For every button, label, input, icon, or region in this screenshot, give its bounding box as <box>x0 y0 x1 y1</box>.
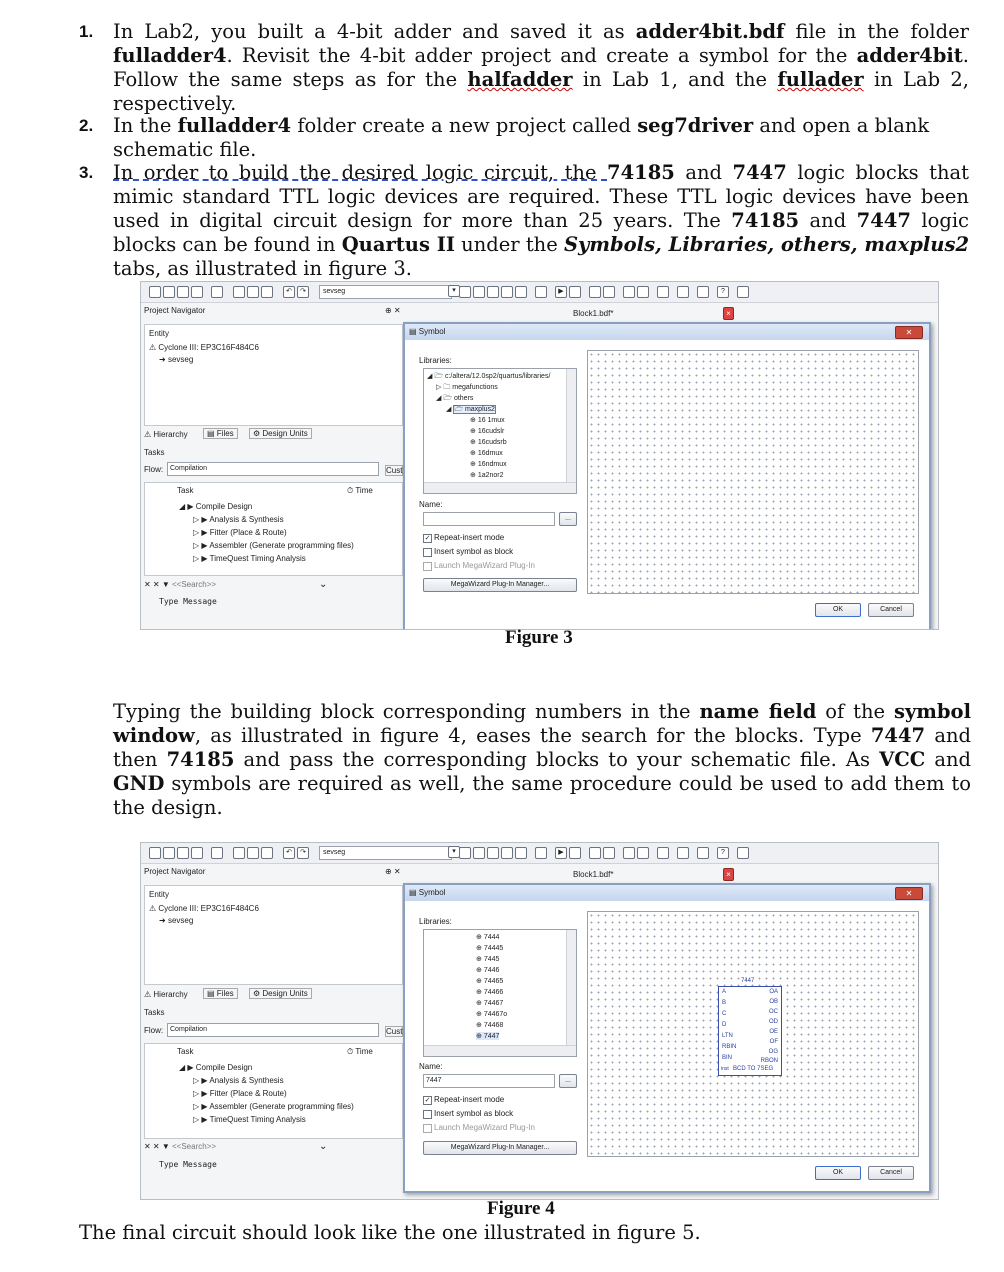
cut-icon <box>233 286 245 298</box>
task-analysis[interactable]: ▷ ▶ Analysis & Synthesis <box>193 515 284 524</box>
tree-label: 16 1mux <box>477 417 505 424</box>
tree-label: 1a2nor2 <box>477 472 504 479</box>
device-label: Cyclone III: EP3C16F484C6 <box>158 904 259 913</box>
text-run: . Revisit the 4-bit adder project and create a symbol for the <box>226 44 857 67</box>
task-label: Assembler (Generate programming files) <box>209 541 354 550</box>
start-icon: ▶ <box>555 847 567 859</box>
tool-icon <box>697 286 709 298</box>
tab-close-icon[interactable]: × <box>723 307 734 320</box>
task-assembler[interactable]: ▷ ▶ Assembler (Generate programming files) <box>193 541 354 550</box>
pin-label: LTN <box>722 1033 733 1039</box>
text-run: . Follow the same steps as for the <box>113 44 969 91</box>
new-icon <box>149 847 161 859</box>
task-label: Assembler (Generate programming files) <box>209 1102 354 1111</box>
tool-icon <box>623 847 635 859</box>
symbol-name: adder4bit <box>856 44 963 67</box>
figure-3-caption: Figure 3 <box>505 627 573 648</box>
pin-label: OE <box>769 1029 778 1035</box>
text-run: and <box>925 748 971 771</box>
tool-icon <box>637 847 649 859</box>
tool-icon <box>515 847 527 859</box>
tree-node-megafunctions[interactable]: ▷ 🗀 megafunctions <box>436 384 498 391</box>
list-label: 74467o <box>483 1011 508 1018</box>
text-run: Typing the building block corresponding numbers in the <box>113 700 700 723</box>
dropdown-icon: ▾ <box>448 285 460 297</box>
device-label: Cyclone III: EP3C16F484C6 <box>158 343 259 352</box>
text-run: and <box>799 209 857 232</box>
megawizard-manager-button[interactable]: MegaWizard Plug-In Manager... <box>423 1141 577 1155</box>
pin-label: D <box>722 1022 727 1028</box>
text-run: logic blocks can be found in <box>113 209 969 256</box>
tool-icon <box>677 286 689 298</box>
menu-path: Symbols, Libraries, others, maxplus2 <box>563 233 970 256</box>
chip-7447: 7447 <box>870 724 926 747</box>
insert-block-label: Insert symbol as block <box>434 1109 514 1118</box>
chip-74185: 74185 <box>607 161 675 184</box>
figure-4-screenshot <box>140 842 939 1200</box>
text-run: and open a blank schematic file. <box>113 114 930 161</box>
list-item[interactable]: ⊕ 74467 <box>476 1000 504 1007</box>
pin-label: OD <box>769 1019 778 1025</box>
list-item[interactable]: ⊕ 74467o <box>476 1011 508 1018</box>
text-run: In the <box>113 114 178 137</box>
list-item[interactable]: ⊕ 7445 <box>476 956 500 963</box>
time-column-header: ⏱ Time <box>347 486 373 495</box>
open-icon <box>163 847 175 859</box>
flow-label: Flow: <box>144 1026 164 1035</box>
top-entity-node[interactable]: ➜ sevseg <box>159 916 194 925</box>
tree-node-maxplus2[interactable]: ◢ 🗁 maxplus2 <box>446 406 495 413</box>
pin-label: B <box>722 1000 727 1006</box>
tree-node-others[interactable]: ◢ 🗁 others <box>436 395 474 402</box>
task-label: Analysis & Synthesis <box>209 1076 284 1085</box>
dialog-titlebar <box>405 885 929 901</box>
list-label: 7445 <box>483 956 500 963</box>
save-all-icon <box>191 286 203 298</box>
pin-label: RBON <box>760 1058 778 1064</box>
project-combo[interactable]: sevseg <box>319 285 452 299</box>
task-label: Fitter (Place & Route) <box>209 1089 287 1098</box>
copy-icon <box>247 286 259 298</box>
list-label: 74445 <box>483 945 504 952</box>
entity-panel <box>144 324 403 426</box>
tool-icon <box>569 847 581 859</box>
paste-icon <box>261 847 273 859</box>
task-timequest[interactable]: ▷ ▶ TimeQuest Timing Analysis <box>193 554 306 563</box>
text-run: and <box>674 161 733 184</box>
task-column-header: Task <box>177 486 194 495</box>
close-icon[interactable]: ✕ <box>895 887 923 900</box>
task-label: Compile Design <box>195 502 253 511</box>
save-icon <box>177 847 189 859</box>
pin-label: C <box>722 1011 727 1017</box>
task-label: TimeQuest Timing Analysis <box>209 1115 306 1124</box>
folder-name: fulladder4 <box>113 44 227 67</box>
tool-icon <box>569 286 581 298</box>
tool-icon <box>535 286 547 298</box>
tool-icon <box>657 847 669 859</box>
tool-icon <box>603 847 615 859</box>
symbol-window-term: symbol window <box>113 700 971 747</box>
tool-icon <box>677 847 689 859</box>
entity-header: Entity <box>149 329 170 338</box>
list-label: 74466 <box>483 989 504 996</box>
entity-panel <box>144 885 403 985</box>
undo-icon: ↶ <box>283 847 295 859</box>
tool-icon <box>487 286 499 298</box>
redo-icon: ↷ <box>297 847 309 859</box>
pin-label: BIN <box>722 1055 733 1061</box>
browse-button[interactable]: ... <box>559 1074 577 1088</box>
paragraph-text <box>113 700 971 820</box>
dialog-title: ▤ Symbol <box>409 327 446 336</box>
text-run: in Lab 1, and the <box>572 68 778 91</box>
pin-label: OC <box>769 1009 778 1015</box>
insert-block-checkbox[interactable] <box>423 1110 432 1119</box>
tasks-panel <box>144 1043 403 1139</box>
close-icon[interactable]: ✕ <box>895 326 923 339</box>
project-navigator-title: Project Navigator <box>144 867 206 876</box>
time-label: Time <box>355 486 373 495</box>
list-label: 7444 <box>483 934 500 941</box>
time-column-header: ⏱ Time <box>347 1047 373 1056</box>
list-label: 74465 <box>483 978 504 985</box>
symbol-dialog <box>403 883 931 1193</box>
help-icon: ? <box>717 847 729 859</box>
cust-button[interactable]: Cust <box>386 1027 403 1036</box>
tool-icon <box>697 847 709 859</box>
tab-design-units[interactable]: ⚙ Design Units <box>249 988 312 999</box>
list-label: 7446 <box>483 967 500 974</box>
task-compile[interactable]: ◢ ▶ Compile Design <box>179 502 253 511</box>
tool-icon <box>657 286 669 298</box>
message-filter[interactable]: ✕ ✕ ▼ <<Search>> <box>144 1142 217 1151</box>
browse-button[interactable]: ... <box>559 512 577 526</box>
cut-icon <box>233 847 245 859</box>
redo-icon: ↷ <box>297 286 309 298</box>
search-placeholder: <<Search>> <box>172 580 217 589</box>
name-field-term: name field <box>699 700 817 723</box>
chip-7447: 7447 <box>856 209 911 232</box>
tool-icon <box>589 847 601 859</box>
task-analysis[interactable]: ▷ ▶ Analysis & Synthesis <box>193 1076 284 1085</box>
vcc-term: VCC <box>879 748 926 771</box>
tool-icon <box>589 286 601 298</box>
task-fitter[interactable]: ▷ ▶ Fitter (Place & Route) <box>193 1089 287 1098</box>
item-number: 2. <box>79 116 94 135</box>
chip-74185: 74185 <box>731 209 800 232</box>
dialog-title-text: Symbol <box>418 327 446 336</box>
text-run: in Lab 2, respectively. <box>113 68 969 115</box>
cancel-button[interactable]: Cancel <box>868 603 914 617</box>
halfadder-word: halfadder <box>467 68 573 91</box>
list-item-selected[interactable]: ⊕ 7447 <box>476 1033 500 1040</box>
navigator-controls: ⊕ ✕ <box>385 306 401 315</box>
text-run: , as illustrated in figure 4, eases the search for the blocks. Type <box>194 724 871 747</box>
dialog-title-text: Symbol <box>418 888 446 897</box>
block-tab[interactable]: Block1.bdf* <box>573 309 614 318</box>
libraries-label: Libraries: <box>419 917 452 926</box>
print-icon <box>211 286 223 298</box>
tree-label: 16cudslr <box>477 428 505 435</box>
message-filter[interactable]: ✕ ✕ ▼ <<Search>> <box>144 580 217 589</box>
type-message-field[interactable]: Type Message <box>159 597 217 606</box>
list-item[interactable]: ⊕ 7446 <box>476 967 500 974</box>
pin-label: OF <box>769 1039 778 1045</box>
fullader-word: fullader <box>777 68 864 91</box>
paragraph-3 <box>79 161 971 280</box>
dialog-title: ▤ Symbol <box>409 888 446 897</box>
tree-label: maxplus2 <box>464 406 495 413</box>
tree-label: megafunctions <box>452 384 498 391</box>
text-run: In order to build the desired logic circuit, the <box>113 161 608 184</box>
list-item[interactable]: ⊕ 74465 <box>476 978 504 985</box>
paragraph-text <box>113 20 969 116</box>
task-label: Compile Design <box>195 1063 253 1072</box>
new-icon <box>149 286 161 298</box>
tree-item[interactable]: ⊕ 16 1mux <box>470 417 505 424</box>
tree-label: c:/altera/12.0sp2/quartus/libraries/ <box>444 373 551 380</box>
tool-icon <box>473 847 485 859</box>
tasks-panel <box>144 482 403 576</box>
software-name: Quartus II <box>341 233 455 256</box>
save-all-icon <box>191 847 203 859</box>
task-label: Analysis & Synthesis <box>209 515 284 524</box>
tool-icon <box>637 286 649 298</box>
tool-icon <box>623 286 635 298</box>
tab-files[interactable]: ▤ Files <box>203 988 238 999</box>
tool-icon <box>535 847 547 859</box>
launch-megawizard-label: Launch MegaWizard Plug-In <box>434 1123 535 1132</box>
tool-icon <box>737 286 749 298</box>
launch-megawizard-label: Launch MegaWizard Plug-In <box>434 561 535 570</box>
symbol-dialog <box>403 322 931 630</box>
libraries-label: Libraries: <box>419 356 452 365</box>
text-run: folder create a new project called <box>291 114 638 137</box>
paste-icon <box>261 286 273 298</box>
list-item[interactable]: ⊕ 74445 <box>476 945 504 952</box>
tree-label: others <box>453 395 474 402</box>
figure-3-screenshot <box>140 281 939 630</box>
launch-megawizard-checkbox[interactable] <box>423 562 432 571</box>
tool-icon <box>473 286 485 298</box>
top-entity-label: sevseg <box>167 916 194 925</box>
tab-label: Hierarchy <box>153 990 188 999</box>
name-label: Name: <box>419 500 443 509</box>
task-compile[interactable]: ◢ ▶ Compile Design <box>179 1063 253 1072</box>
tool-icon <box>603 286 615 298</box>
text-run: under the <box>454 233 564 256</box>
tab-label: Files <box>216 429 234 438</box>
instance-label: inst <box>721 1066 729 1072</box>
tree-item[interactable]: ⊕ 16cudslr <box>470 428 505 435</box>
name-field[interactable] <box>423 512 555 526</box>
tab-design-units[interactable]: ⚙ Design Units <box>249 428 312 439</box>
tab-label: Design Units <box>262 989 308 998</box>
scrollbar[interactable] <box>566 369 576 483</box>
help-icon: ? <box>717 286 729 298</box>
text-run: and then <box>113 724 971 771</box>
paragraph-text <box>113 114 969 162</box>
tree-label: 16ndmux <box>477 461 507 468</box>
symbol-title: 7447 <box>741 978 755 984</box>
paragraph-2 <box>79 114 971 161</box>
task-column-header: Task <box>177 1047 194 1056</box>
tab-close-icon[interactable]: × <box>723 868 734 881</box>
tree-item[interactable]: ⊕ 16cudsrb <box>470 439 507 446</box>
top-entity-label: sevseg <box>167 355 194 364</box>
tool-icon <box>515 286 527 298</box>
cust-button[interactable]: Cust <box>386 466 403 475</box>
filename: adder4bit.bdf <box>635 20 785 43</box>
type-message-field[interactable]: Type Message <box>159 1160 217 1169</box>
paragraph-4 <box>113 700 971 819</box>
pin-label: OG <box>768 1049 778 1055</box>
dropdown-icon: ▾ <box>448 846 460 858</box>
text-run: of the <box>816 700 894 723</box>
navigator-controls: ⊕ ✕ <box>385 867 401 876</box>
tree-label: 16cudsrb <box>477 439 507 446</box>
library-tree[interactable] <box>423 368 577 494</box>
toolbar <box>141 282 938 303</box>
tree-node-root[interactable]: ◢ 🗁 c:/altera/12.0sp2/quartus/libraries/ <box>427 373 551 380</box>
cancel-button[interactable]: Cancel <box>868 1166 914 1180</box>
pin-label: A <box>722 989 727 995</box>
flow-select[interactable]: Compilation <box>167 462 379 476</box>
tab-label: Design Units <box>262 429 308 438</box>
list-label: 74467 <box>483 1000 504 1007</box>
flow-select[interactable]: Compilation <box>167 1023 379 1037</box>
tab-label: Hierarchy <box>153 430 188 439</box>
start-icon: ▶ <box>555 286 567 298</box>
final-sentence: The final circuit should look like the one illustrated in figure 5. <box>79 1221 701 1244</box>
tree-item[interactable]: ⊕ 16dmux <box>470 450 503 457</box>
list-item[interactable]: ⊕ 74468 <box>476 1022 504 1029</box>
device-node[interactable]: ⚠ Cyclone III: EP3C16F484C6 <box>149 343 259 352</box>
task-label: Fitter (Place & Route) <box>209 528 287 537</box>
flow-label: Flow: <box>144 465 164 474</box>
device-node[interactable]: ⚠ Cyclone III: EP3C16F484C6 <box>149 904 259 913</box>
repeat-insert-checkbox[interactable]: ✓ <box>424 535 431 542</box>
tool-icon <box>459 286 471 298</box>
task-timequest[interactable]: ▷ ▶ TimeQuest Timing Analysis <box>193 1115 306 1124</box>
top-entity-node[interactable]: ➜ sevseg <box>159 355 194 364</box>
text-run: In Lab2, you built a 4-bit adder and saved it as <box>113 20 636 43</box>
scrollbar[interactable] <box>566 930 576 1046</box>
copy-icon <box>247 847 259 859</box>
launch-megawizard-checkbox[interactable] <box>423 1124 432 1133</box>
folder-name: fulladder4 <box>177 114 292 137</box>
pin-label: OB <box>769 999 778 1005</box>
text-run: logic blocks that mimic standard TTL logic devices are required. These TTL logic devices have been used in digital circuit design for more than 25 years. The <box>113 161 969 232</box>
chip-74185: 74185 <box>166 748 235 771</box>
text-run: symbols are required as well, the same procedure could be used to add them to the design. <box>113 772 971 819</box>
project-name: seg7driver <box>637 114 754 137</box>
tree-item[interactable]: ⊕ 16ndmux <box>470 461 507 468</box>
undo-icon: ↶ <box>283 286 295 298</box>
tab-label: Files <box>216 989 234 998</box>
figure-4-caption: Figure 4 <box>487 1198 555 1219</box>
tree-item[interactable]: ⊕ 1a2nor2 <box>470 472 504 479</box>
print-icon <box>211 847 223 859</box>
pin-label: OA <box>769 989 778 995</box>
horizontal-scrollbar[interactable] <box>424 482 576 493</box>
dropdown-icon[interactable]: ⌄ <box>319 1141 328 1152</box>
time-label: Time <box>355 1047 373 1056</box>
list-label: 74468 <box>483 1022 504 1029</box>
dialog-titlebar <box>405 324 929 340</box>
open-icon <box>163 286 175 298</box>
task-fitter[interactable]: ▷ ▶ Fitter (Place & Route) <box>193 528 287 537</box>
entity-header: Entity <box>149 890 170 899</box>
list-item[interactable]: ⊕ 7444 <box>476 934 500 941</box>
insert-block-label: Insert symbol as block <box>434 547 514 556</box>
text-run: and pass the corresponding blocks to your schematic file. As <box>234 748 880 771</box>
library-list[interactable] <box>423 929 577 1057</box>
gnd-term: GND <box>113 772 165 795</box>
tree-label: 16dmux <box>477 450 503 457</box>
project-navigator-title: Project Navigator <box>144 306 206 315</box>
name-label: Name: <box>419 1062 443 1071</box>
list-item[interactable]: ⊕ 74466 <box>476 989 504 996</box>
item-number: 3. <box>79 163 94 182</box>
block-tab[interactable]: Block1.bdf* <box>573 870 614 879</box>
tool-icon <box>459 847 471 859</box>
paragraph-text <box>113 161 969 281</box>
repeat-insert-label: Repeat-insert mode <box>434 533 505 542</box>
tool-icon <box>501 847 513 859</box>
ok-button[interactable]: OK <box>815 603 861 617</box>
symbol-preview <box>587 911 919 1157</box>
chip-7447: 7447 <box>732 161 787 184</box>
text-run: file in the folder <box>784 20 969 43</box>
pin-label: RBIN <box>722 1044 737 1050</box>
dropdown-icon[interactable]: ⌄ <box>319 579 328 590</box>
save-icon <box>177 286 189 298</box>
task-assembler[interactable]: ▷ ▶ Assembler (Generate programming files) <box>193 1102 354 1111</box>
search-placeholder: <<Search>> <box>172 1142 217 1151</box>
tab-files[interactable]: ▤ Files <box>203 428 238 439</box>
tool-icon <box>501 286 513 298</box>
tasks-title: Tasks <box>144 448 165 457</box>
symbol-7447 <box>718 978 782 1076</box>
list-label: 7447 <box>483 1033 500 1040</box>
text-run: tabs, as illustrated in figure 3. <box>113 257 413 280</box>
tab-hierarchy[interactable]: ⚠ Hierarchy <box>144 990 188 999</box>
tasks-title: Tasks <box>144 1008 165 1017</box>
repeat-insert-label: Repeat-insert mode <box>434 1095 505 1104</box>
tab-hierarchy[interactable]: ⚠ Hierarchy <box>144 430 188 439</box>
horizontal-scrollbar[interactable] <box>424 1045 576 1056</box>
paragraph-1 <box>79 20 971 115</box>
symbol-preview <box>587 350 919 594</box>
megawizard-manager-button[interactable]: MegaWizard Plug-In Manager... <box>423 578 577 592</box>
name-field[interactable]: 7447 <box>423 1074 555 1088</box>
ok-button[interactable]: OK <box>815 1166 861 1180</box>
task-label: TimeQuest Timing Analysis <box>209 554 306 563</box>
tool-icon <box>737 847 749 859</box>
tool-icon <box>487 847 499 859</box>
repeat-insert-checkbox[interactable]: ✓ <box>424 1097 431 1104</box>
toolbar <box>141 843 938 864</box>
item-number: 1. <box>79 22 94 41</box>
project-combo[interactable]: sevseg <box>319 846 452 860</box>
insert-block-checkbox[interactable] <box>423 548 432 557</box>
symbol-footer: BCD TO 7SEG <box>733 1066 774 1072</box>
